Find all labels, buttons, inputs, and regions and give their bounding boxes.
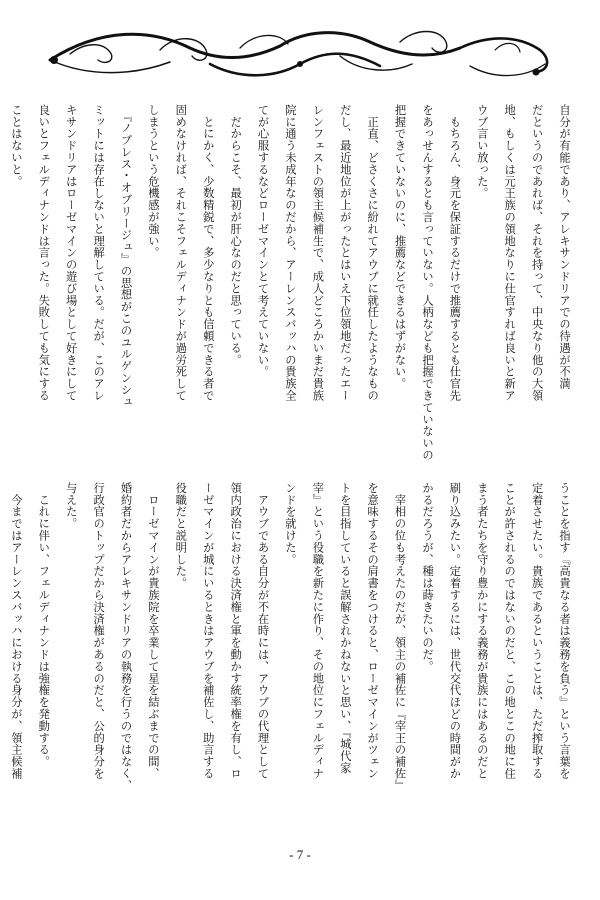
text-line: 自分が有能であり、アレキサンドリアでの待遇が不満 — [558, 104, 571, 390]
text-line: 地、もしくは元王族の領地なりに仕官すれば良いと新ア — [503, 104, 517, 402]
text-line: 院に通う未成年なのだから、アーレンスバッハの貴族全 — [283, 104, 297, 402]
text-line: 『ノブレス・オブリージュ』の思想がこのユルゲンシュ — [119, 104, 133, 408]
text-line: もちろん、身元を保証するだけで推薦するとも仕官先 — [448, 104, 462, 402]
text-line: 今まではアーレンスバッハにおける身分が、領主候補 — [9, 482, 23, 780]
text-line: 定着させたい。貴族であるということは、ただ搾取する — [530, 482, 544, 780]
text-line: ーゼマインが城にいるときはアウブを補佐し、助言する — [201, 482, 215, 780]
text-line: 宰』という役職を新たに作り、その地位にフェルディナ — [311, 482, 325, 780]
text-line: トを目指していると誤解されかねないと思い、『城代家 — [338, 482, 352, 774]
text-line: 役職だと説明した。 — [174, 482, 188, 590]
decorative-flourish-ornament — [40, 20, 560, 90]
text-line: 良いとフェルディナンドは言った。失敗しても気にする — [37, 104, 51, 402]
text-line: 正直、どさくさに紛れてアウブに就任したようなもの — [366, 104, 380, 402]
text-line: うことを指す『高貴なる者は義務を負う』という言葉を — [558, 482, 571, 780]
text-line: だし、最近地位が上がったとはいえ下位領地だったエー — [338, 104, 352, 402]
text-line: ミットには存在しないと理解している。だが、このアレ — [92, 104, 106, 402]
text-line: だからこそ、最初が肝心なのだと思っている。 — [229, 104, 243, 366]
text-line: てが心服するなどローゼマインとて考えていない。 — [256, 104, 270, 378]
text-line: まう者たちを守り豊かにする義務が貴族にはあるのだと — [475, 482, 489, 780]
text-line: だというのであれば、それを持って、中央なり他の大領 — [530, 104, 544, 402]
text-line: 刷り込みたい。定着するには、世代交代ほどの時間がか — [448, 482, 462, 780]
text-line: 把握できていないのに、推薦などできるはずがない。 — [393, 104, 407, 390]
text-line: を意味するその肩書をつけると、ローゼマインがツェン — [366, 482, 380, 780]
text-line: キサンドリアはローゼマインの遊び場として好きにして — [64, 104, 78, 402]
text-line: ウブ言い放った。 — [475, 104, 489, 200]
text-line: アウブである自分が不在時には、アウブの代理として — [256, 482, 270, 780]
text-line: 宰相の位も考えたのだが、領主の補佐に『宰王の補佐』 — [393, 482, 407, 792]
text-line: かるだろうが、種は蒔きたいのだ。 — [420, 482, 434, 673]
text-line: 与えた。 — [64, 482, 78, 530]
text-line: をあっせんするとも言っていない。人柄なども把握できていないの — [420, 104, 434, 461]
text-line: 婚約者だからアレキサンドリアの執務を行うのではなく、 — [119, 482, 133, 792]
text-line: 行政官のトップだから決済権があるのだと、公的身分を — [92, 482, 106, 780]
text-line: しまうという危機感が強い。 — [146, 104, 160, 259]
upper-text-column — [9, 104, 578, 461]
text-line: ローゼマインが貴族院を卒業して星を結ぶまでの間、 — [146, 482, 160, 780]
page-number: - 7 - — [289, 847, 311, 862]
text-line: ことが許されるのではないのだと、この地とこの地に住 — [503, 482, 517, 780]
lower-text-column — [9, 482, 578, 838]
text-line: レンフェストの領主候補生で、成人どころかいまだ貴族 — [311, 104, 325, 402]
text-line: ことはないと。 — [9, 104, 23, 188]
text-line: 固めなければ、それこそフェルディナンドが過労死して — [174, 104, 188, 402]
text-line: これに伴い、フェルディナンドは強権を発動する。 — [37, 482, 51, 768]
text-line: ンドを就けた。 — [283, 482, 297, 566]
text-line: 領内政治における決済権と軍を動かす統率権を有し、ロ — [229, 482, 243, 780]
text-line: とにかく、少数精鋭で、多少なりとも信頼できる者で — [201, 104, 215, 402]
